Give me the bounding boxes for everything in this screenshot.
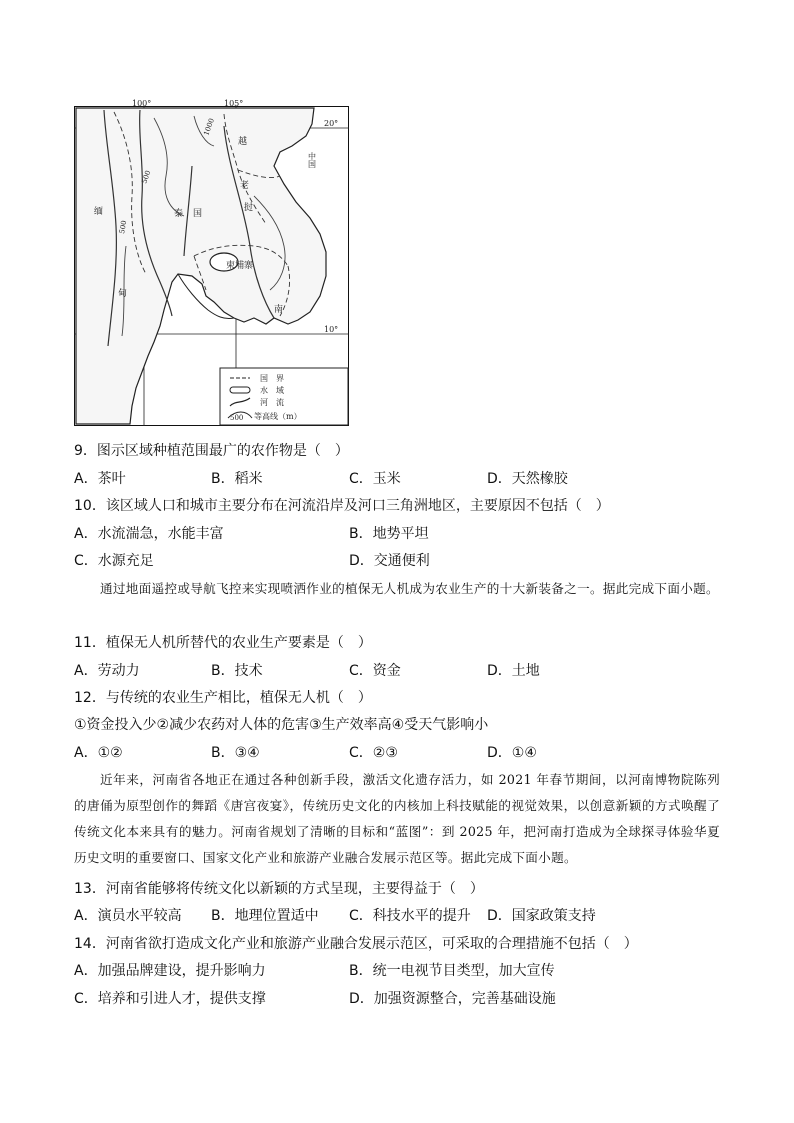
southeast-asia-map <box>74 99 349 426</box>
q11-option-a[interactable]: A．劳动力 <box>74 663 140 679</box>
question-12-stem: 12．与传统的农业生产相比，植保无人机（ ） <box>74 690 372 706</box>
question-11-stem: 11．植保无人机所替代的农业生产要素是（ ） <box>74 635 372 651</box>
q11-option-c[interactable]: C．资金 <box>349 663 401 679</box>
q11-option-d[interactable]: D．土地 <box>487 663 540 679</box>
legend-label-river: 河 流 <box>260 398 284 407</box>
q13-option-a[interactable]: A．演员水平较高 <box>74 908 182 924</box>
lon-label-100: 100° <box>132 99 152 108</box>
lat-label-20: 20° <box>324 119 339 128</box>
q12-option-a[interactable]: A．①② <box>74 745 123 761</box>
q10-option-b[interactable]: B．地势平坦 <box>349 526 429 542</box>
q13-option-d[interactable]: D．国家政策支持 <box>487 908 596 924</box>
q12-option-b[interactable]: B．③④ <box>211 745 260 761</box>
label-myanmar-1: 缅 <box>94 207 104 217</box>
label-myanmar-2: 甸 <box>118 289 128 299</box>
q12-option-c[interactable]: C．②③ <box>349 745 398 761</box>
q12-option-d[interactable]: D．①④ <box>487 745 537 761</box>
q10-option-d[interactable]: D．交通便利 <box>349 553 430 569</box>
q14-option-d[interactable]: D．加强资源整合，完善基础设施 <box>349 991 556 1007</box>
q11-option-b[interactable]: B．技术 <box>211 663 263 679</box>
passage-henan <box>74 767 720 871</box>
lat-label-10: 10° <box>324 325 339 334</box>
lon-label-105: 105° <box>224 99 244 108</box>
label-laos-2: 挝 <box>244 203 254 213</box>
question-12-statements: ①资金投入少②减少农药对人体的危害③生产效率高④受天气影响小 <box>74 717 489 733</box>
q9-option-c[interactable]: C．玉米 <box>349 471 401 487</box>
q10-option-a[interactable]: A．水流湍急，水能丰富 <box>74 526 224 542</box>
question-13-stem: 13．河南省能够将传统文化以新颖的方式呈现，主要得益于（ ） <box>74 881 484 897</box>
legend-label-water: 水 域 <box>260 386 284 395</box>
label-cambodia: 柬埔寨 <box>226 261 254 271</box>
label-vietnam-2: 南 <box>274 305 284 315</box>
q14-option-a[interactable]: A．加强品牌建设，提升影响力 <box>74 963 266 979</box>
passage-drone-text: 通过地面遥控或导航飞控来实现喷洒作业的植保无人机成为农业生产的十大新装备之一。据此完成下面小题。 <box>100 581 719 596</box>
passage-henan-text: 近年来，河南省各地正在通过各种创新手段，激活文化遗存活力，如 2021 年春节期间，以河南博物院陈列的唐俑为原型创作的舞蹈《唐宫夜宴》，传统历史文化的内核加上科技赋能的视觉效果，以创意新颖的方式唤醒了传统文化本来具有的魅力。河南省规划了清晰的目标和“蓝图”：到 2025 年，把河南打造成为全球探寻体验华夏历史文明的重要窗口、国家文化产业和旅游产业融合发展示范区等。据此完成下面小题。 <box>74 772 720 865</box>
label-laos-1: 老 <box>240 181 250 191</box>
q13-option-c[interactable]: C．科技水平的提升 <box>349 908 471 924</box>
map-legend <box>220 368 348 425</box>
q9-option-d[interactable]: D．天然橡胶 <box>487 471 568 487</box>
water-legend-symbol <box>230 387 250 393</box>
passage-drone <box>74 576 720 602</box>
question-10-stem: 10．该区域人口和城市主要分布在河流沿岸及河口三角洲地区，主要原因不包括（ ） <box>74 498 610 514</box>
contour-label: 1000 <box>202 117 216 137</box>
legend-label-contour: 等高线（m） <box>254 412 302 421</box>
question-14-stem: 14．河南省欲打造成文化产业和旅游产业融合发展示范区，可采取的合理措施不包括（ ） <box>74 936 638 952</box>
question-9-stem: 9．图示区域种植范围最广的农作物是（ ） <box>74 443 349 459</box>
label-china: 中国 <box>307 152 317 168</box>
legend-label-border: 国 界 <box>260 374 284 383</box>
q10-option-c[interactable]: C．水源充足 <box>74 553 154 569</box>
q14-option-c[interactable]: C．培养和引进人才，提供支撑 <box>74 991 266 1007</box>
label-vietnam-1: 越 <box>238 137 248 147</box>
q13-option-b[interactable]: B．地理位置适中 <box>211 908 319 924</box>
contour-label: 500 <box>140 169 153 185</box>
label-thailand: 泰国 <box>174 209 213 219</box>
legend-contour-value: 500 <box>230 414 244 422</box>
q9-option-b[interactable]: B．稻米 <box>211 471 263 487</box>
q9-option-a[interactable]: A．茶叶 <box>74 471 126 487</box>
map-figure <box>74 99 349 426</box>
contour-label: 500 <box>118 219 129 235</box>
q14-option-b[interactable]: B．统一电视节目类型，加大宣传 <box>349 963 555 979</box>
